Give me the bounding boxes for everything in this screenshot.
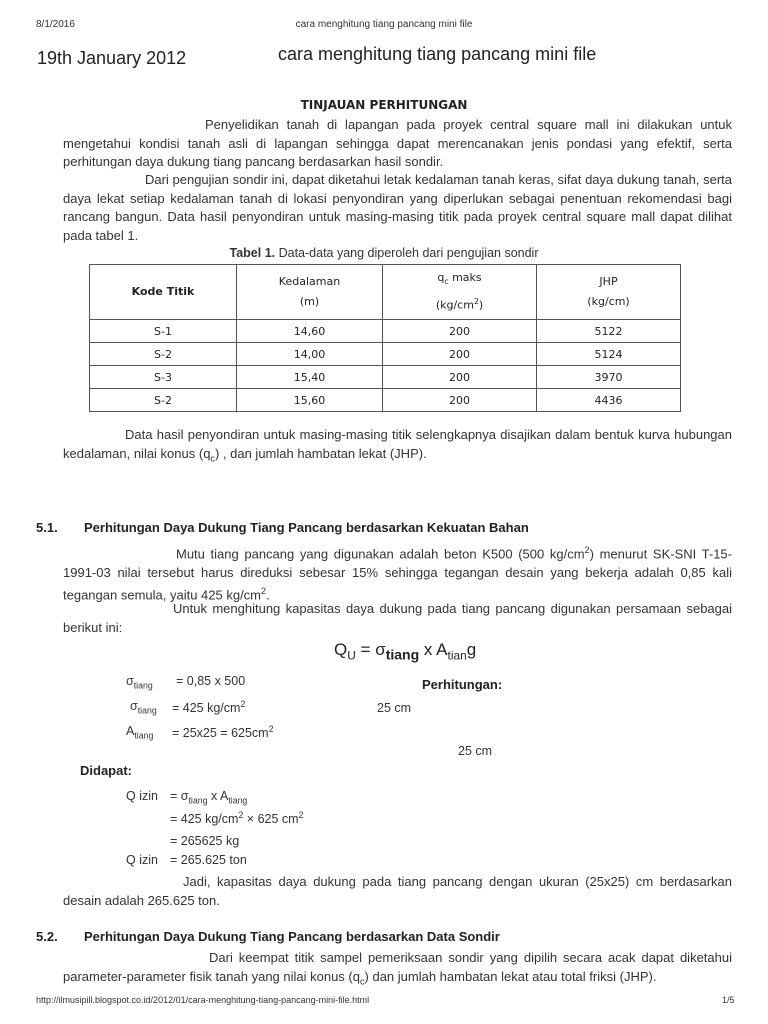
qizin-label-2: Q izin [126, 853, 158, 867]
sondir-table [89, 264, 681, 412]
line-sigma-1-value: = 0,85 x 500 [176, 674, 246, 688]
table-row [90, 320, 681, 343]
footer-page-number: 1/5 [722, 995, 735, 1005]
cell-kode: S-1 [90, 320, 237, 343]
header-kode-titik: Kode Titik [90, 265, 237, 320]
table-row [90, 389, 681, 412]
cell-qc: 200 [383, 366, 537, 389]
table-caption [0, 246, 768, 260]
section-title-5-1: Perhitungan Daya Dukung Tiang Pancang berdasarkan Kekuatan Bahan [84, 520, 529, 535]
dimension-label-2: 25 cm [458, 744, 493, 758]
qizin-substitution: = 425 $kg/cm^2 \times 625$ $cm^2$ [170, 810, 304, 827]
header-kedalaman: Kedalaman (m) [237, 265, 383, 320]
cell-kode: S-2 [90, 343, 237, 366]
line-area: $A_{tiang}$ [126, 724, 154, 741]
table-row [90, 366, 681, 389]
line-sigma-1: $\sigma_{tiang}$ [126, 674, 153, 691]
dimension-label-1: 25 cm [377, 701, 412, 715]
cell-kedalaman: 15,60 [237, 389, 383, 412]
qizin-formula: = $\sigma_{tiang}$ x $A_{tiang}$ [170, 789, 248, 806]
print-title: cara menghitung tiang pancang mini file [295, 19, 473, 30]
header-qc-maks: $q_c$ maks $(kg/cm^2)$ [383, 265, 537, 320]
cell-kode: S-2 [90, 389, 237, 412]
didapat-label: Didapat: [80, 763, 132, 778]
footer-url[interactable]: http://ilmusipill.blogspot.co.id/2012/01/cara-menghitung-tiang-pancang-mini-file.html [36, 995, 370, 1005]
table-header-row [90, 265, 681, 320]
cell-jhp: 3970 [537, 366, 681, 389]
qizin-result-ton: = 265.625 ton [170, 853, 247, 867]
cell-kedalaman: 14,00 [237, 343, 383, 366]
section-number-5-2: 5.2. [36, 929, 58, 944]
post-title[interactable]: cara menghitung tiang pancang mini file [278, 44, 597, 64]
paragraph-kurva: Data hasil penyondiran untuk masing-masing titik selengkapnya disajikan dalam bentuk kurva hubungan kedalaman, nilai konus $(q_c)$ , dan jumlah hambatan lekat (JHP). [63, 427, 732, 464]
cell-qc: 200 [383, 320, 537, 343]
cell-kode: S-3 [90, 366, 237, 389]
section-title-5-2: Perhitungan Daya Dukung Tiang Pancang berdasarkan Data Sondir [84, 929, 500, 944]
line-sigma-2-value: = 425 $kg/cm^2$ [172, 699, 246, 716]
qizin-label: Q izin [126, 789, 158, 803]
cell-kedalaman: 14,60 [237, 320, 383, 343]
paragraph-sampel-sondir: Dari keempat titik sampel pemeriksaan sondir yang dipilih secara acak dapat diketahui parameter-parameter fisik tanah yang nilai konus $(q_c)$ dan jumlah hambatan lekat atau total friksi (JHP). [63, 950, 732, 987]
cell-qc: 200 [383, 389, 537, 412]
paragraph-persamaan: Untuk menghitung kapasitas daya dukung pada tiang pancang digunakan persamaan sebagai berikut ini: [63, 601, 732, 635]
table-caption-text: Data-data yang diperoleh dari pengujian sondir [275, 246, 539, 260]
cell-jhp: 4436 [537, 389, 681, 412]
paragraph-kesimpulan: Jadi, kapasitas daya dukung pada tiang pancang dengan ukuran (25x25) cm berdasarkan desain adalah 265.625 ton. [63, 874, 732, 908]
perhitungan-label: Perhitungan: [422, 677, 503, 692]
cell-kedalaman: 15,40 [237, 366, 383, 389]
line-area-value: = $25x25 = 625cm^2$ [172, 724, 274, 741]
paragraph-mutu-beton: Mutu tiang pancang yang digunakan adalah beton K500 (500 $kg/cm^2$) menurut SK-SNI T-15-1991-03 nilai tersebut harus direduksi sebesar 15% sehingga tegangan desain yang bekerja adalah 0,85 kali tegangan semula, yaitu 425 $kg/cm^2$. [63, 545, 732, 603]
cell-jhp: 5122 [537, 320, 681, 343]
table-caption-label: Tabel 1. [229, 246, 276, 260]
header-jhp: JHP (kg/cm) [537, 265, 681, 320]
paragraph-intro: Penyelidikan tanah di lapangan pada proyek central square mall ini dilakukan untuk mengetahui kondisi tanah asli di lapangan sehingga dapat merencanakan jenis pondasi yang efektif, serta perhitungan daya dukung tiang pancang berdasarkan hasil sondir. [63, 117, 732, 169]
cell-jhp: 5124 [537, 343, 681, 366]
section-number-5-1: 5.1. [36, 520, 58, 535]
print-date: 8/1/2016 [36, 19, 75, 30]
formula-qu: $Q_U = \sigma_{tiang}$ x $A_{tian}g$ [334, 640, 477, 663]
paragraph-sondir: Dari pengujian sondir ini, dapat diketahui letak kedalaman tanah keras, sifat daya dukung tanah, serta daya lekat setiap kedalaman tanah di lokasi penyondiran yang diperlukan sebagai penentuan rekomendasi bagi rancang bangun. Data hasil penyondiran untuk masing-masing titik pada proyek central square mall dapat dilihat pada tabel 1. [63, 172, 732, 243]
table-row [90, 343, 681, 366]
qizin-result-kg: = 265625 kg [170, 834, 240, 848]
line-sigma-2: $\sigma_{tiang}$ [130, 699, 157, 716]
cell-qc: 200 [383, 343, 537, 366]
post-date: 19th January 2012 [37, 48, 187, 68]
section-heading: TINJAUAN PERHITUNGAN [300, 98, 468, 112]
